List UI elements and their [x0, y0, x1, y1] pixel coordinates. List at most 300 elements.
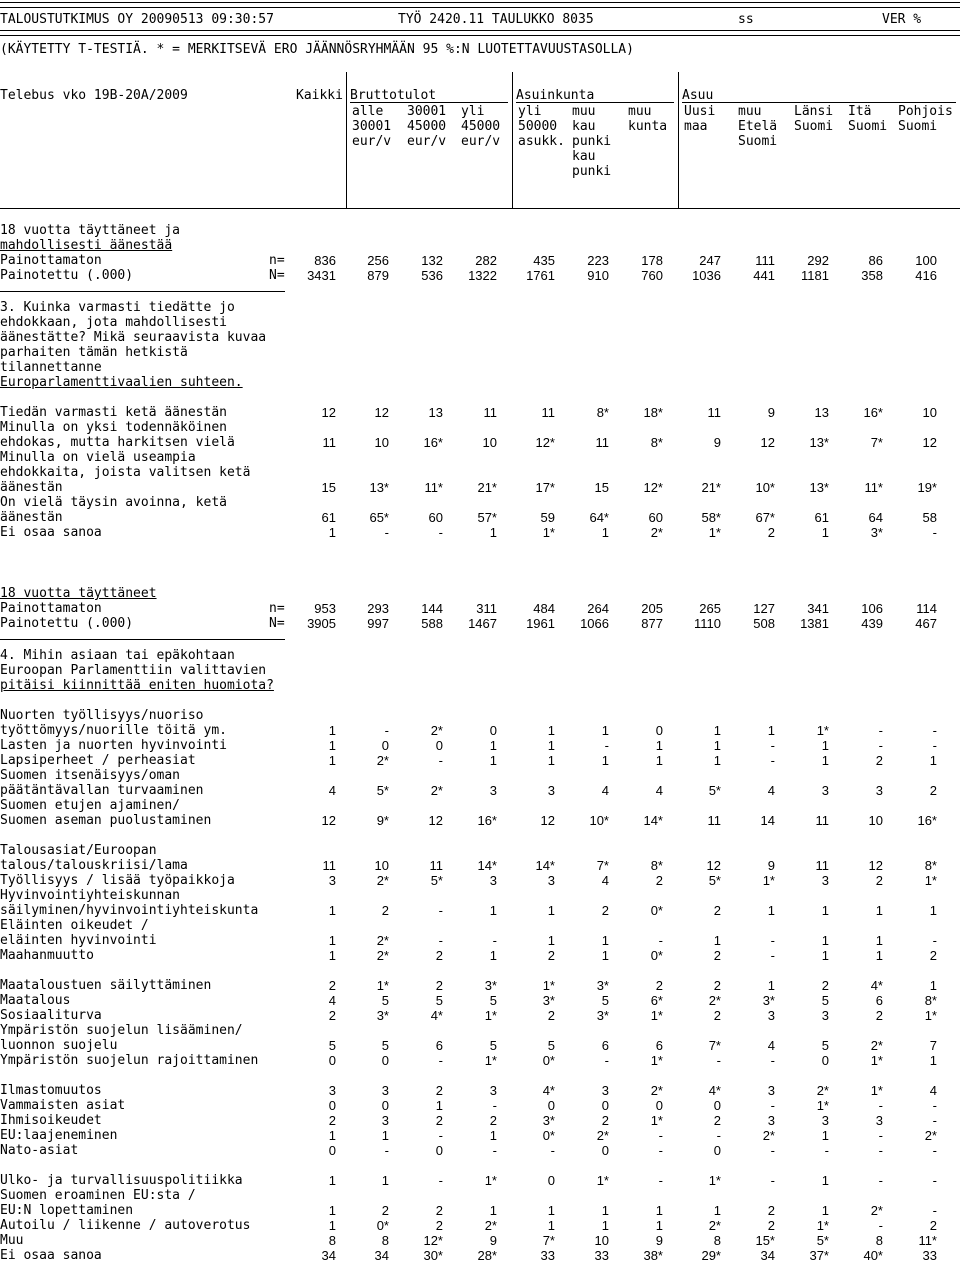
table-cell: 3* — [762, 993, 775, 1008]
table-cell: 1181 — [801, 268, 829, 283]
table-cell: 2 — [328, 1008, 336, 1023]
table-cell: - — [770, 1053, 775, 1068]
table-cell: 2* — [708, 1218, 721, 1233]
row-label: Lapsiperheet / perheasiat — [0, 753, 196, 768]
table-cell: - — [716, 1128, 721, 1143]
row-label: Maatalous — [0, 993, 71, 1008]
table-cell: 12 — [321, 405, 336, 420]
table-cell: - — [492, 1098, 497, 1113]
row-label: Autoilu / liikenne / autoverotus — [0, 1218, 251, 1233]
table-cell: 1 — [601, 1203, 609, 1218]
table-cell: 1 — [821, 933, 829, 948]
table-cell: 1 — [767, 903, 775, 918]
table-cell: 1* — [542, 525, 555, 540]
table-cell: 2* — [650, 525, 663, 540]
table-cell: 1 — [328, 1128, 336, 1143]
column-header: muu kunta — [628, 104, 668, 134]
table-cell: - — [770, 1098, 775, 1113]
table-cell: 1 — [328, 1203, 336, 1218]
row-label: Työllisyys / lisää työpaikkoja — [0, 873, 235, 888]
table-row — [0, 1143, 960, 1158]
table-cell: 1 — [328, 738, 336, 753]
table-cell: 10 — [482, 435, 497, 450]
total-column-header: Kaikki — [296, 88, 343, 103]
table-cell: 1 — [328, 1218, 336, 1233]
table-cell: 205 — [641, 601, 663, 616]
table-cell: 12 — [321, 813, 336, 828]
table-cell: 910 — [587, 268, 609, 283]
table-cell: 1 — [929, 903, 937, 918]
table-cell: 1 — [328, 1173, 336, 1188]
table-cell: 1 — [821, 738, 829, 753]
table-cell: 247 — [699, 253, 721, 268]
row-label: säilyminen/hyvinvointiyhteiskunta — [0, 903, 259, 918]
table-cell: 2* — [376, 948, 389, 963]
table-row — [0, 510, 960, 525]
row-label: Tiedän varmasti ketä äänestän — [0, 405, 227, 420]
table-cell: - — [658, 1128, 663, 1143]
table-cell: 1 — [929, 978, 937, 993]
table-cell: 13* — [369, 480, 389, 495]
table-cell: - — [770, 933, 775, 948]
table-cell: 264 — [587, 601, 609, 616]
table-cell: 3 — [821, 1008, 829, 1023]
table-cell: 5 — [821, 1038, 829, 1053]
table-cell: 1 — [547, 1218, 555, 1233]
table-cell: 416 — [915, 268, 937, 283]
table-cell: 1 — [713, 1203, 721, 1218]
report-job-table: TYÖ 2420.11 TAULUKKO 8035 — [398, 12, 594, 27]
table-cell: 5 — [489, 1038, 497, 1053]
table-cell: 5* — [430, 873, 443, 888]
table-cell: 953 — [314, 601, 336, 616]
row-label-line: Talousasiat/Euroopan — [0, 843, 157, 858]
table-cell: 1 — [489, 903, 497, 918]
table-cell: 0 — [601, 1143, 609, 1158]
table-cell: 4* — [430, 1008, 443, 1023]
table-cell: 1 — [328, 933, 336, 948]
table-cell: 2 — [489, 1113, 497, 1128]
table-cell: 1* — [708, 1173, 721, 1188]
table-cell: 2 — [767, 1218, 775, 1233]
table-cell: 997 — [367, 616, 389, 631]
table-cell: 1 — [601, 948, 609, 963]
table-cell: 341 — [807, 601, 829, 616]
table-cell: 2 — [713, 903, 721, 918]
column-divider — [512, 72, 513, 208]
table-cell: 836 — [314, 253, 336, 268]
row-label: Maataloustuen säilyttäminen — [0, 978, 212, 993]
table-cell: 40* — [863, 1248, 883, 1263]
table-cell: - — [550, 1143, 555, 1158]
table-cell: 1 — [489, 1203, 497, 1218]
table-cell: 2* — [376, 873, 389, 888]
table-row — [0, 948, 960, 963]
table-row — [0, 616, 960, 631]
table-cell: 2 — [929, 1218, 937, 1233]
row-label: talous/talouskriisi/lama — [0, 858, 188, 873]
table-cell: 127 — [753, 601, 775, 616]
table-cell: 1 — [767, 723, 775, 738]
table-cell: 4* — [870, 978, 883, 993]
table-cell: 0* — [376, 1218, 389, 1233]
table-cell: 1 — [489, 1128, 497, 1143]
table-cell: - — [658, 1173, 663, 1188]
table-cell: 441 — [753, 268, 775, 283]
table-cell: 1 — [547, 738, 555, 753]
table-cell: - — [438, 933, 443, 948]
table-cell: - — [932, 1203, 937, 1218]
table-cell: 1 — [489, 753, 497, 768]
table-cell: 10 — [594, 1233, 609, 1248]
table-cell: 1* — [650, 1008, 663, 1023]
table-cell: 2 — [713, 1008, 721, 1023]
table-cell: 1761 — [526, 268, 555, 283]
table-cell: 4 — [601, 873, 609, 888]
table-cell: 1 — [655, 738, 663, 753]
table-cell: - — [878, 1218, 883, 1233]
table-cell: 67* — [755, 510, 775, 525]
table-row — [0, 1038, 960, 1053]
table-cell: 16* — [917, 813, 937, 828]
table-cell: 6 — [875, 993, 883, 1008]
table-cell: 16* — [477, 813, 497, 828]
table-cell: 3 — [821, 783, 829, 798]
table-cell: 0 — [655, 1098, 663, 1113]
table-cell: 2 — [875, 873, 883, 888]
table-cell: 2* — [430, 723, 443, 738]
table-cell: 9 — [767, 858, 775, 873]
table-cell: 15* — [755, 1233, 775, 1248]
table-cell: 8 — [875, 1233, 883, 1248]
table-cell: 4* — [708, 1083, 721, 1098]
table-row — [0, 1173, 960, 1188]
table-cell: - — [878, 1128, 883, 1143]
table-cell: 21* — [477, 480, 497, 495]
table-cell: 2 — [601, 1113, 609, 1128]
table-cell: 1 — [875, 933, 883, 948]
table-cell: 508 — [753, 616, 775, 631]
table-cell: 11 — [541, 405, 555, 420]
table-cell: 9 — [489, 1233, 497, 1248]
table-cell: 467 — [915, 616, 937, 631]
table-cell: 1* — [816, 1098, 829, 1113]
table-cell: 1 — [489, 525, 497, 540]
table-cell: 12* — [535, 435, 555, 450]
table-cell: 5 — [821, 993, 829, 1008]
table-cell: 2* — [430, 783, 443, 798]
table-cell: 3 — [328, 873, 336, 888]
table-row — [0, 993, 960, 1008]
column-divider — [346, 72, 347, 208]
group-header-income-label: Bruttotulot — [350, 88, 437, 103]
table-cell: 0 — [547, 1098, 555, 1113]
table-cell: 1 — [601, 753, 609, 768]
table-cell: 2 — [547, 1008, 555, 1023]
table-cell: 5 — [381, 1038, 389, 1053]
row-label: Ihmisoikeudet — [0, 1113, 102, 1128]
table-cell: 3 — [381, 1083, 389, 1098]
table-cell: 8 — [713, 1233, 721, 1248]
table-cell: 132 — [421, 253, 443, 268]
row-label: Ulko- ja turvallisuuspolitiikka — [0, 1173, 243, 1188]
table-cell: 11* — [424, 480, 443, 495]
table-cell: 1 — [875, 903, 883, 918]
row-label: EU:N lopettaminen — [0, 1203, 134, 1218]
table-row — [0, 1113, 960, 1128]
table-cell: 64* — [589, 510, 609, 525]
table-cell: - — [384, 1143, 389, 1158]
table-cell: 292 — [807, 253, 829, 268]
table-title: Telebus vko 19B-20A/2009 — [0, 88, 188, 103]
table-cell: 4 — [767, 783, 775, 798]
table-cell: 13 — [814, 405, 829, 420]
table-cell: 0 — [655, 723, 663, 738]
table-cell: 10 — [374, 858, 389, 873]
table-cell: 0 — [328, 1098, 336, 1113]
table-cell: 1 — [547, 933, 555, 948]
table-cell: 10 — [922, 405, 937, 420]
table-cell: 5* — [708, 783, 721, 798]
table-cell: 1* — [924, 873, 937, 888]
table-cell: - — [878, 723, 883, 738]
table-cell: 1* — [816, 1218, 829, 1233]
table-cell: 536 — [421, 268, 443, 283]
group-header-region — [682, 88, 956, 103]
row-label-line: Nuorten työllisyys/nuoriso — [0, 708, 204, 723]
table-cell: 3 — [489, 873, 497, 888]
table-cell: 2 — [381, 903, 389, 918]
table-cell: - — [438, 1173, 443, 1188]
table-cell: - — [932, 723, 937, 738]
table-cell: 1467 — [468, 616, 497, 631]
table-cell: 3* — [596, 978, 609, 993]
table-cell: 1 — [821, 525, 829, 540]
table-cell: 3* — [542, 1113, 555, 1128]
table-cell: - — [492, 933, 497, 948]
table-cell: 2* — [596, 1128, 609, 1143]
column-header: yli 45000 eur/v — [461, 104, 501, 149]
question-line: pitäisi kiinnittää eniten huomiota? — [0, 678, 274, 693]
table-cell: 61 — [814, 510, 829, 525]
table-cell: 6* — [650, 993, 663, 1008]
table-cell: 3 — [547, 783, 555, 798]
table-cell: 2 — [328, 1113, 336, 1128]
table-cell: 2* — [708, 993, 721, 1008]
table-cell: 3 — [821, 873, 829, 888]
table-cell: 14 — [760, 813, 775, 828]
table-cell: 3 — [875, 1113, 883, 1128]
table-row — [0, 978, 960, 993]
row-label-line: Suomen itsenäisyys/oman — [0, 768, 181, 783]
row-label: Maahanmuutto — [0, 948, 94, 963]
column-header: 30001 45000 eur/v — [407, 104, 447, 149]
table-cell: 1* — [650, 1053, 663, 1068]
table-cell: 1 — [547, 903, 555, 918]
table-cell: 144 — [421, 601, 443, 616]
table-cell: 7 — [929, 1038, 937, 1053]
table-cell: - — [932, 1098, 937, 1113]
table-cell: 0 — [601, 1098, 609, 1113]
table-cell: 2 — [655, 873, 663, 888]
table-cell: 5 — [328, 1038, 336, 1053]
table-cell: - — [824, 1143, 829, 1158]
table-cell: 484 — [533, 601, 555, 616]
table-cell: 1 — [713, 753, 721, 768]
table-cell: 1* — [542, 978, 555, 993]
column-header: Uusi maa — [684, 104, 716, 134]
table-cell: 3 — [767, 1113, 775, 1128]
base-symbol: N= — [269, 616, 285, 631]
question-line: parhaiten tämän hetkistä — [0, 345, 188, 360]
table-cell: 0* — [542, 1128, 555, 1143]
table-cell: 0* — [650, 903, 663, 918]
table-row — [0, 738, 960, 753]
table-cell: 0 — [489, 723, 497, 738]
table-cell: 2 — [767, 1203, 775, 1218]
row-label: Suomen aseman puolustaminen — [0, 813, 212, 828]
base-title-line: 18 vuotta täyttäneet ja — [0, 223, 181, 238]
table-cell: 1 — [767, 978, 775, 993]
table-cell: 1 — [547, 1203, 555, 1218]
table-cell: 2 — [547, 948, 555, 963]
table-cell: - — [438, 525, 443, 540]
table-cell: 1 — [821, 753, 829, 768]
table-cell: - — [438, 753, 443, 768]
group-header-municipality-label: Asuinkunta — [516, 88, 595, 103]
table-cell: 2 — [328, 978, 336, 993]
table-cell: 4 — [767, 1038, 775, 1053]
table-cell: 1 — [328, 903, 336, 918]
table-cell: - — [932, 933, 937, 948]
column-divider — [678, 72, 679, 208]
table-row — [0, 873, 960, 888]
table-cell: 1 — [821, 1173, 829, 1188]
table-cell: 879 — [367, 268, 389, 283]
table-cell: 2 — [821, 978, 829, 993]
table-cell: 8* — [650, 435, 663, 450]
table-cell: 4 — [929, 1083, 937, 1098]
table-cell: 29* — [701, 1248, 721, 1263]
table-row — [0, 1008, 960, 1023]
table-cell: 3 — [767, 1083, 775, 1098]
table-cell: 17* — [535, 480, 555, 495]
table-cell: - — [932, 525, 937, 540]
column-header: Itä Suomi — [848, 104, 888, 134]
report-ss: ss — [738, 12, 754, 27]
table-cell: 256 — [367, 253, 389, 268]
table-cell: 8* — [924, 858, 937, 873]
table-cell: 0 — [328, 1053, 336, 1068]
table-cell: 33 — [594, 1248, 609, 1263]
table-cell: 5 — [435, 993, 443, 1008]
row-label-line: ehdokkaita, joista valitsen ketä — [0, 465, 251, 480]
table-cell: 1* — [870, 1053, 883, 1068]
table-row — [0, 1128, 960, 1143]
table-cell: 21* — [701, 480, 721, 495]
table-row — [0, 268, 960, 283]
row-label: Ei osaa sanoa — [0, 1248, 102, 1263]
table-cell: 65* — [369, 510, 389, 525]
table-cell: 2 — [435, 1083, 443, 1098]
table-cell: 2 — [713, 978, 721, 993]
table-cell: - — [932, 1143, 937, 1158]
table-cell: 1* — [816, 723, 829, 738]
table-cell: 1 — [328, 948, 336, 963]
table-cell: 2 — [875, 753, 883, 768]
table-cell: 8* — [596, 405, 609, 420]
table-cell: - — [770, 1143, 775, 1158]
row-label-line: Minulla on yksi todennäköinen — [0, 420, 227, 435]
row-label: Lasten ja nuorten hyvinvointi — [0, 738, 227, 753]
table-cell: 114 — [916, 601, 937, 616]
table-cell: 8 — [328, 1233, 336, 1248]
base-title-line: mahdollisesti äänestää — [0, 238, 173, 253]
row-label-line: Minulla on vielä useampia — [0, 450, 196, 465]
table-row — [0, 435, 960, 450]
table-cell: 0 — [821, 1053, 829, 1068]
table-cell: 439 — [861, 616, 883, 631]
table-cell: 7* — [596, 858, 609, 873]
table-row — [0, 405, 960, 420]
table-cell: - — [658, 933, 663, 948]
table-cell: 358 — [861, 268, 883, 283]
table-cell: 3* — [484, 978, 497, 993]
table-cell: 14* — [643, 813, 663, 828]
table-cell: 0 — [381, 1098, 389, 1113]
table-cell: 11 — [322, 435, 336, 450]
row-label: luonnon suojelu — [0, 1038, 118, 1053]
table-cell: 2* — [816, 1083, 829, 1098]
base-symbol: n= — [269, 601, 285, 616]
question-line: Europarlamenttivaalien suhteen. — [0, 375, 243, 390]
table-cell: 1 — [713, 738, 721, 753]
table-cell: 1* — [762, 873, 775, 888]
question-line: 3. Kuinka varmasti tiedätte jo — [0, 300, 235, 315]
separator-double-top — [0, 2, 960, 8]
table-cell: 59 — [540, 510, 555, 525]
column-header: yli 50000 asukk. — [518, 104, 565, 149]
table-cell: 1 — [929, 753, 937, 768]
table-cell: 13* — [809, 480, 829, 495]
table-cell: 16* — [863, 405, 883, 420]
group-header-income — [350, 88, 508, 103]
table-cell: 3 — [767, 1008, 775, 1023]
table-row — [0, 525, 960, 540]
table-cell: 1 — [601, 723, 609, 738]
column-header: muu kau punki kau punki — [572, 104, 612, 179]
table-cell: 37* — [809, 1248, 829, 1263]
table-cell: 4 — [601, 783, 609, 798]
table-cell: 1 — [489, 738, 497, 753]
table-cell: 265 — [699, 601, 721, 616]
table-row — [0, 783, 960, 798]
table-cell: 0 — [381, 1053, 389, 1068]
table-cell: 1036 — [692, 268, 721, 283]
table-cell: - — [492, 1143, 497, 1158]
base-symbol: n= — [269, 253, 285, 268]
table-cell: 1961 — [526, 616, 555, 631]
table-cell: - — [878, 1143, 883, 1158]
table-cell: 0 — [435, 738, 443, 753]
table-cell: 760 — [641, 268, 663, 283]
table-cell: - — [604, 738, 609, 753]
table-cell: 1* — [596, 1173, 609, 1188]
table-cell: 61 — [321, 510, 336, 525]
table-cell: 1* — [376, 978, 389, 993]
table-cell: 2 — [875, 1008, 883, 1023]
table-cell: 0 — [713, 1143, 721, 1158]
